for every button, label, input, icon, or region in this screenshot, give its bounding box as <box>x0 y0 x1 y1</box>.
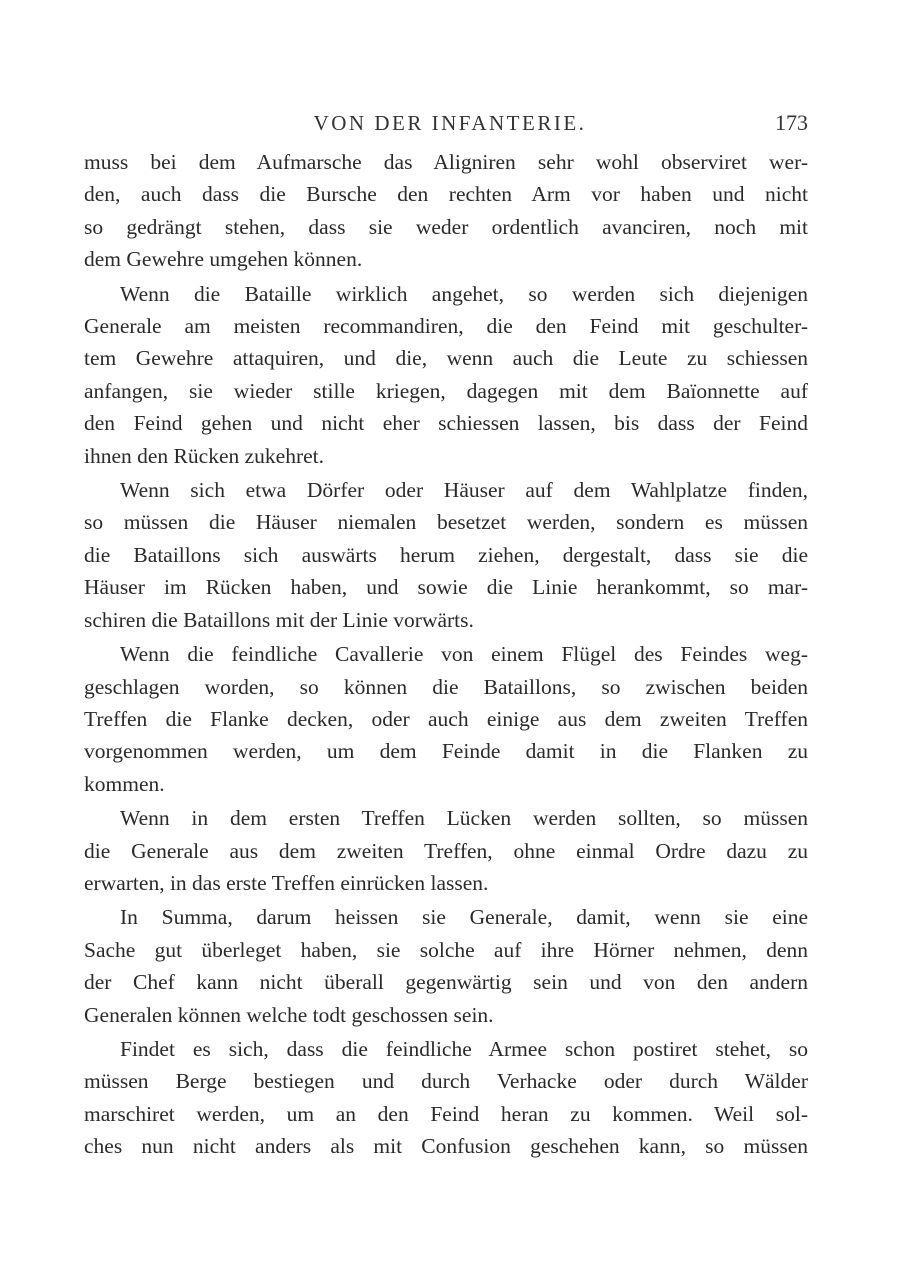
paragraph <box>84 1033 808 1163</box>
body-text <box>84 146 808 1165</box>
text-line: so gedrängt stehen, dass sie weder ordentlich avanciren, noch mit <box>84 214 808 239</box>
text-line: muss bei dem Aufmarsche das Aligniren sehr wohl observiret wer- <box>84 150 808 174</box>
running-title: VON DER INFANTERIE. <box>313 111 587 135</box>
text-line: den, auch dass die Bursche den rechten Arm vor haben und nicht <box>84 182 808 207</box>
text-line: marschiret werden, um an den Feind heran zu kommen. Weil sol- <box>84 1101 808 1126</box>
text-line: so müssen die Häuser niemalen besetzet werden, sondern es müssen <box>84 510 808 535</box>
text-line: In Summa, darum heissen sie Generale, damit, wenn sie eine <box>120 905 808 930</box>
text-line: kommen. <box>84 771 165 796</box>
text-line: Generalen können welche todt geschossen sein. <box>84 1002 494 1027</box>
text-line: vorgenommen werden, um dem Feinde damit in die Flanken zu <box>84 739 808 764</box>
text-line: Treffen die Flanke decken, oder auch einige aus dem zweiten Treffen <box>84 706 808 731</box>
text-line: tem Gewehre attaquiren, und die, wenn auch die Leute zu schiessen <box>84 346 808 371</box>
running-head <box>0 103 900 143</box>
text-line: ches nun nicht anders als mit Confusion geschehen kann, so müssen <box>84 1134 808 1159</box>
paragraph <box>84 278 808 472</box>
page-number: 173 <box>775 110 808 135</box>
paragraph <box>84 474 808 636</box>
text-line: Sache gut überleget haben, sie solche auf ihre Hörner nehmen, denn <box>84 937 808 962</box>
text-line: schiren die Bataillons mit der Linie vorwärts. <box>84 607 474 632</box>
text-line: müssen Berge bestiegen und durch Verhacke oder durch Wälder <box>84 1069 808 1094</box>
text-line: geschlagen worden, so können die Bataillons, so zwischen beiden <box>84 674 808 699</box>
paragraph <box>84 146 808 276</box>
text-line: ihnen den Rücken zukehret. <box>84 443 324 468</box>
text-line: den Feind gehen und nicht eher schiessen lassen, bis dass der Feind <box>84 411 808 436</box>
text-line: Findet es sich, dass die feindliche Armee schon postiret stehet, so <box>120 1036 808 1061</box>
paragraph <box>84 802 808 899</box>
text-line: Wenn die Bataille wirklich angehet, so werden sich diejenigen <box>120 281 808 306</box>
text-line: Wenn in dem ersten Treffen Lücken werden sollten, so müssen <box>120 806 808 831</box>
text-line: Häuser im Rücken haben, und sowie die Linie herankommt, so mar- <box>84 575 808 600</box>
paragraph <box>84 901 808 1031</box>
text-line: anfangen, sie wieder stille kriegen, dagegen mit dem Baïonnette auf <box>84 378 808 403</box>
text-line: die Bataillons sich auswärts herum ziehen, dergestalt, dass sie die <box>84 542 808 567</box>
paragraph <box>84 638 808 800</box>
text-line: dem Gewehre umgehen können. <box>84 247 363 272</box>
text-line: Wenn sich etwa Dörfer oder Häuser auf dem Wahlplatze finden, <box>120 478 808 503</box>
text-line: Wenn die feindliche Cavallerie von einem Flügel des Feindes weg- <box>120 642 808 667</box>
text-line: der Chef kann nicht überall gegenwärtig sein und von den andern <box>84 970 808 995</box>
text-line: Generale am meisten recommandiren, die den Feind mit geschulter- <box>84 314 808 339</box>
text-line: erwarten, in das erste Treffen einrücken lassen. <box>84 870 489 895</box>
text-line: die Generale aus dem zweiten Treffen, ohne einmal Ordre dazu zu <box>84 838 808 863</box>
